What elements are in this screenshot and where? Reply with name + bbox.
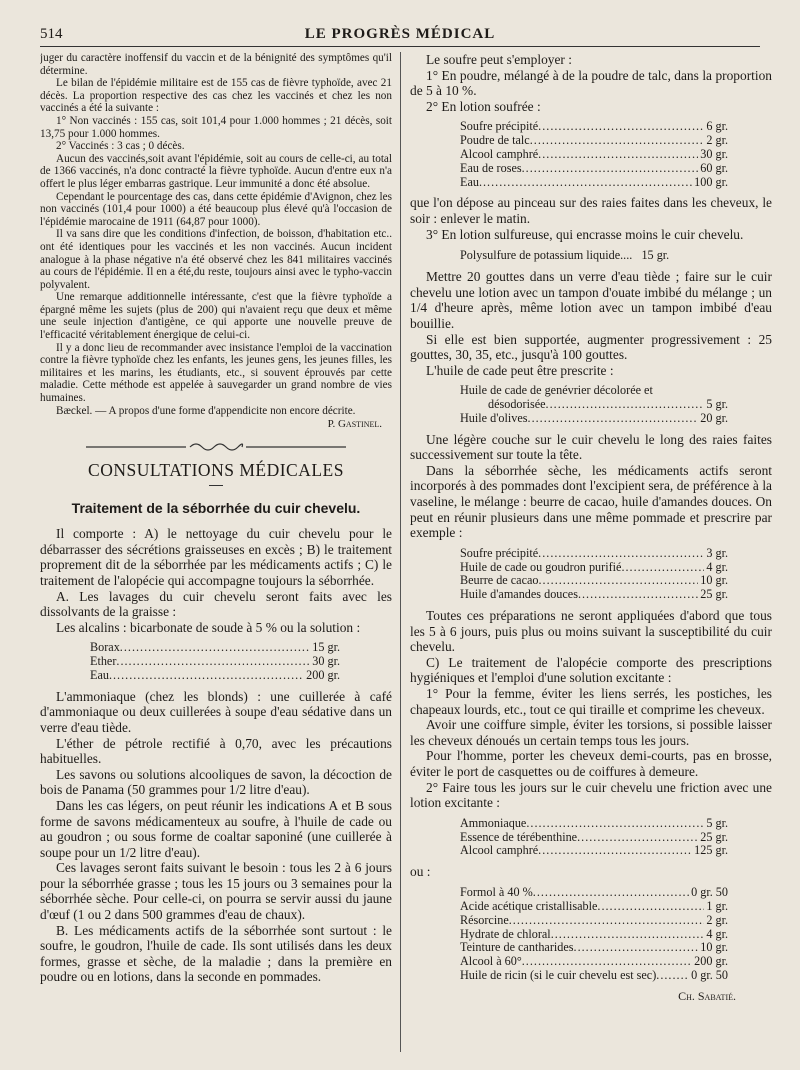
paragraph: 1° Pour la femme, éviter les liens serrés, les postiches, les chapeaux lourds, etc., tout ce qui tiraille et comprime les cheveux. [410,686,772,717]
recipe-row: Beurre de cacao ..... 10 gr. [460,574,728,588]
article-vaccination [40,52,392,430]
article-seborrhee-left [40,526,392,985]
recipe-row: Hydrate de chloral ..... 4 gr. [460,928,728,942]
paragraph: Mettre 20 gouttes dans un verre d'eau tiède ; faire sur le cuir chevelu une lotion avec un tampon d'ouate imbibé du mélange ; un 1/4 d'heure après, même lotion avec un tampon imbibé d'eau bouillie. [410,269,772,331]
title-dash [209,485,223,486]
recipe-row: Teinture de cantharides ..... 10 gr. [460,941,728,955]
recipe-pommade [460,547,728,602]
paragraph: 1° Non vaccinés : 155 cas, soit 101,4 pour 1.000 hommes ; 21 décès, soit 13,75 pour 1.000 hommes. [40,114,392,140]
recipe-name: Polysulfure de potassium liquide.... [460,248,633,263]
recipe-lotion-excitante-2 [460,886,728,983]
page-header [40,26,760,48]
right-column [410,52,772,1004]
paragraph: Dans les cas légers, on peut réunir les indications A et B sous forme de savons médicamenteux au soufre, à l'huile de cade ou au goudron ; ou sous forme de coaltar saponiné (une cuillerée à soupe pour un 1/2 litre d'eau). [40,797,392,860]
recipe-row: Soufre précipité ..... 6 gr. [460,120,728,134]
recipe-row: désodorisée ..... 5 gr. [460,398,728,412]
recipe-row: Huile d'olives ..... 20 gr. [460,412,728,426]
recipe-row: Formol à 40 % ..... 0 gr. 50 [460,886,728,900]
paragraph: Pour l'homme, porter les cheveux demi-courts, pas en brosse, éviter le port de casquettes ou de coiffures à demeure. [410,748,772,779]
recipe-lotion-excitante-1 [460,817,728,858]
header-rule [40,46,760,47]
paragraph: Le bilan de l'épidémie militaire est de 155 cas de fièvre typhoïde, avec 21 décès. La proportion respective des cas chez les vaccinés et chez les non vaccinés a été la suivante : [40,77,392,115]
recipe-row: Borax ..... 15 gr. [90,641,340,655]
paragraph: L'ammoniaque (chez les blonds) : une cuillerée à café d'ammoniaque ou deux cuillerées à soupe d'eau sédative dans un verre d'eau tiède. [40,688,392,735]
paragraph: C) Le traitement de l'alopécie comporte des prescriptions hygiéniques et l'emploi d'une solution excitante : [410,654,772,686]
author-signature: Ch. Sabatié. [678,988,736,1003]
recipe-huile-de-cade [460,384,728,425]
recipe-lotion-soufree [460,120,728,189]
paragraph: Il comporte : A) le nettoyage du cuir chevelu pour le débarrasser des sécrétions graisseuses en excès ; B) le traitement proprement dit de la séborrhée par les médicaments actifs ; C) le traitement de l'alopécie qui accompagne toujours la séborrhée. [40,526,392,588]
paragraph: A. Les lavages du cuir chevelu seront faits avec les dissolvants de la graisse : [40,588,392,620]
ornament-divider [40,440,392,454]
author-signature: P. Gastinel. [327,418,382,431]
paragraph: 2° Vaccinés : 3 cas ; 0 décès. [56,140,185,153]
paragraph: Cependant le pourcentage des cas, dans cette épidémie d'Avignon, chez les non vaccinés (101,4 pour 1000) a été beaucoup plus élevé qu'à l'occasion de l'épidémie marocaine de 1911 (64,87 pour 1000). [40,190,392,228]
paragraph: Ces lavages seront faits suivant le besoin : tous les 2 à 6 jours pour la séborrhée grasse ; tous les 15 jours ou 3 semaines pour la séborrhée sèche. Pour celle-ci, on pourra se servir aussi du jaune d'œuf (1 ou 2 dans 500 grammes d'eau de chaux). [40,860,392,923]
recipe-row: Soufre précipité ..... 3 gr. [460,547,728,561]
recipe-row: Alcool camphré ..... 125 gr. [460,844,728,858]
recipe-row: Eau ..... 200 gr. [90,669,340,683]
paragraph: Si elle est bien supportée, augmenter progressivement : 25 gouttes, 30, 35, etc., jusqu'à 100 gouttes. [410,331,772,363]
recipe-row: Huile de cade ou goudron purifié ..... 4 gr. [460,561,728,575]
journal-title: LE PROGRÈS MÉDICAL [304,26,496,42]
recipe-row: Eau ..... 100 gr. [460,176,728,190]
column-divider [400,52,401,1052]
recipe-row: Huile de ricin (si le cuir chevelu est sec) ..... 0 gr. 50 [460,969,728,983]
recipe-row: Huile d'amandes douces ..... 25 gr. [460,588,728,602]
paragraph: que l'on dépose au pinceau sur des raies faites dans les cheveux, le soir : enlever le matin. [410,195,772,226]
page-number: 514 [40,26,63,42]
paragraph: Une remarque additionnelle intéressante, c'est que la fièvre typhoïde a épargné même les sujets (plus de 200) qui n'avaient reçu que deux et même une seule injection d'antigène, ce qui apporte une nouvelle preuve de l'efficacité véritablement énergique de celui-ci. [40,291,392,342]
recipe-row: Résorcine ..... 2 gr. [460,914,728,928]
paragraph: 2° En lotion soufrée : [426,98,541,114]
recipe-row: Alcool camphré ..... 30 gr. [460,148,728,162]
recipe-line: Huile de cade de genévrier décolorée et [460,383,653,398]
left-column [40,52,392,985]
paragraph: Dans la séborrhée sèche, les médicaments actifs seront incorporés à des pommades dont l'excipient sera, de préférence à la vaseline, le mélange : beurre de cacao, huile d'amandes douces. On peut en réunir plusieurs dans une même pommade et prescrire par exemple : [410,462,772,541]
paragraph: 2° Faire tous les jours sur le cuir chevelu une friction avec une lotion excitante : [410,779,772,811]
paragraph: Les savons ou solutions alcooliques de savon, la décoction de bois de Panama (50 grammes pour 1/2 litre d'eau). [40,766,392,798]
paragraph: Aucun des vaccinés,soit avant l'épidémie, soit au cours de celle-ci, au total de 1366 vaccinés, n'a donc contracté la fièvre typhoïde. Aucun d'entre eux n'a offert le plus léger embarras gastrique. Leur immunité a donc été absolue. [40,152,392,190]
or-label: ou : [410,864,431,880]
paragraph: Il y a donc lieu de recommander avec insistance l'emploi de la vaccination contre la fièvre typhoïde chez les enfants, les jeunes gens, les jeunes filles, les militaires et les marins, les étudiants, etc., si souvent éprouvés par cette maladie. Cette méthode est appelée à sauvegarder un grand nombre de vies humaines. [40,341,392,405]
recipe-row: Acide acétique cristallisable ..... 1 gr. [460,900,728,914]
paragraph: Avoir une coiffure simple, éviter les torsions, si possible laisser les cheveux dénoués un certain temps tous les jours. [410,717,772,748]
paragraph: juger du caractère inoffensif du vaccin et de la bénignité des symptômes qu'il détermine. [40,52,392,77]
recipe-row: Eau de roses ..... 60 gr. [460,162,728,176]
recipe-row: Alcool à 60° ..... 200 gr. [460,955,728,969]
paragraph: Bæckel. — A propos d'une forme d'appendicite non encore décrite. [56,404,356,417]
paragraph: B. Les médicaments actifs de la séborrhée sont surtout : le soufre, le goudron, l'huile de cade. Ils sont utilisés dans les deux formes, grasse et sèche, de la maladie ; dans la première en poudre ou en lotions, dans la seconde en pommades. [40,922,392,985]
recipe-row: Essence de térébenthine ..... 25 gr. [460,831,728,845]
article-title: Traitement de la séborrhée du cuir chevelu. [71,500,361,517]
paragraph: Le soufre peut s'employer : [426,52,572,67]
paragraph: Une légère couche sur le cuir chevelu le long des raies faites successivement sur toute la tête. [410,431,772,463]
recipe-polysulfure [460,248,772,263]
paragraph: 3° En lotion sulfureuse, qui encrasse moins le cuir chevelu. [426,226,744,242]
section-title: CONSULTATIONS MÉDICALES [88,460,344,481]
paragraph: Il va sans dire que les conditions d'infection, de boisson, d'habitation etc.. ont été identiques pour les vaccinés et les non vaccinés. Aucun incident analogue à la phase négative n'a été observé chez les 841 militaires vaccinés au cours de l'épidémie. Il en a été,du reste, toujours ainsi avec le typho-vaccin polyvalent. [40,228,392,291]
recipe-row: Poudre de talc ..... 2 gr. [460,134,728,148]
recipe-row: Ammoniaque ..... 5 gr. [460,817,728,831]
paragraph: L'huile de cade peut être prescrite : [426,362,614,378]
paragraph: L'éther de pétrole rectifié à 0,70, avec les précautions habituelles. [40,735,392,767]
recipe-borax [90,641,340,682]
recipe-qty: 15 gr. [641,248,670,263]
paragraph: 1° En poudre, mélangé à de la poudre de talc, dans la proportion de 5 à 10 %. [410,67,772,99]
paragraph: Toutes ces préparations ne seront appliquées d'abord que tous les 5 à 6 jours, puis plus ou moins suivant la susceptibilité du cuir chevelu. [410,608,772,655]
paragraph: Les alcalins : bicarbonate de soude à 5 % ou la solution : [56,619,361,635]
recipe-row: Ether ..... 30 gr. [90,655,340,669]
